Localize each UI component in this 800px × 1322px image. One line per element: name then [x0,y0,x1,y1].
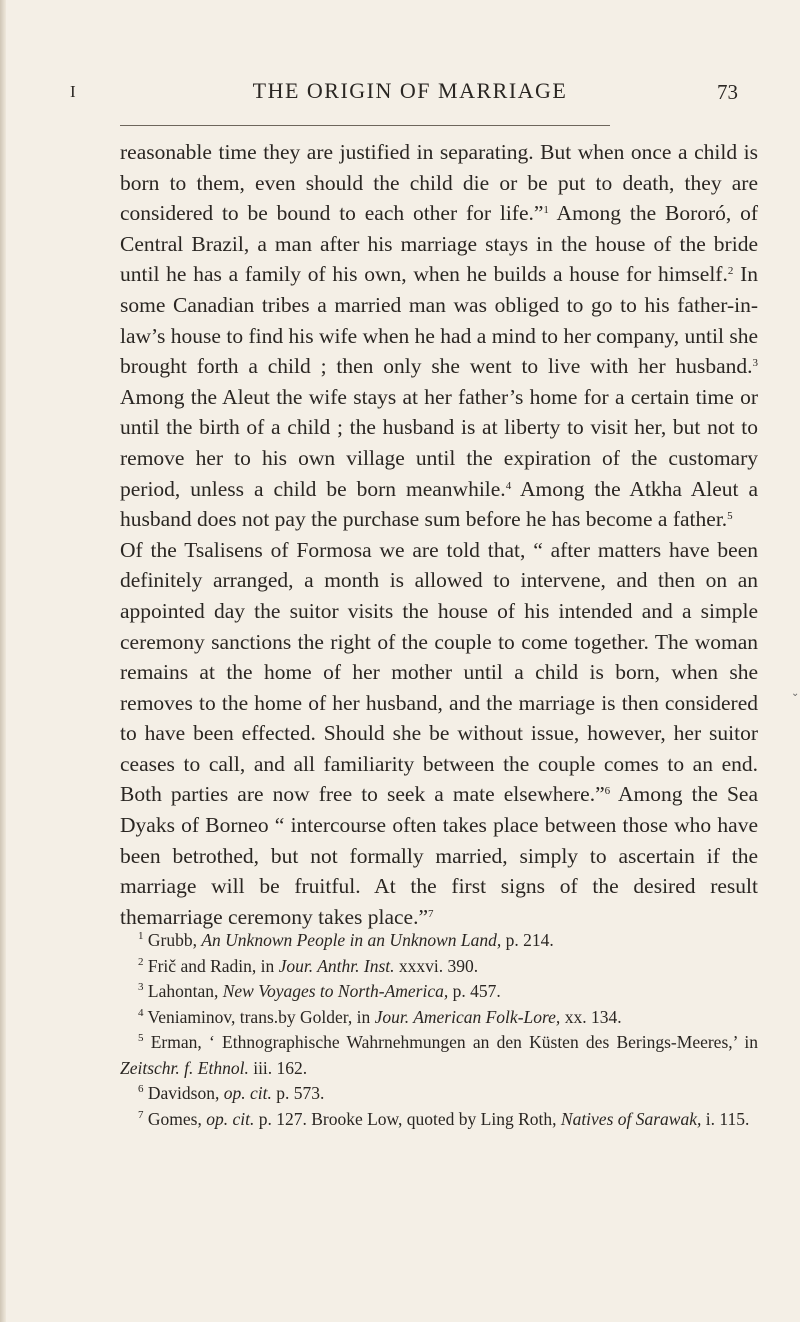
text-run: Veniaminov, trans.by Golder, in [143,1006,375,1027]
text-run: reasonable time they are justified in separating. But when once a child is born to them, even should the child die or be put to death, they are considered to be bound to each other for life.” [120,140,758,226]
text-run: p. 127. Brooke Low, quoted by Ling Roth, [254,1108,561,1129]
text-run: Among the Aleut the wife stays at her father’s home for a certain time or until the birth of a child ; the husband is at liberty to visit her, but not to remove her to his own village until the expiration of the customary period, unless a child be born meanwhile. [120,384,758,501]
footnotes [120,928,758,1132]
text-run: p. 573. [271,1083,325,1103]
running-title: THE ORIGIN OF MARRIAGE [252,78,568,103]
italic-title: op. cit. [206,1108,255,1129]
italic-title: New Voyages to North-America, [222,981,449,1001]
footnote-ref: 1 [138,930,144,942]
footnote-ref: 5 [138,1032,144,1044]
footnote-ref: 2 [138,955,144,968]
footnote [120,1005,758,1031]
text-run: Among the Sea Dyaks of Borneo “ intercourse often takes place between those who have been betrothed, but not formally married, simply to ascertain if the marriage will be fruitful. At the first signs of the desired result themarriage ceremony takes place.” [120,782,759,929]
text-run: Of the Tsalisens of Formosa we are told that, “ after matters have been definitely arranged, a month is allowed to intervene, and then on an appointed day the suitor visits the house of his intended and a simple ceremony sanctions the right of the couple to come together. The woman remains at the home of her mother until a child is born, when she removes to the home of her husband, and the marriage is then considered to have been effected. Should she be without issue, however, her suitor ceases to call, and all familiarity between the couple comes to an end. Both parties are now free to seek a mate elsewhere.” [120,537,758,807]
text-run: Among the Bororó, of Central Brazil, a man after his marriage stays in the house of the bride until he has a family of his own, when he builds a house for himself. [120,201,758,287]
text-run: xxxvi. 390. [394,955,479,976]
footnote-ref: 5 [727,510,733,523]
text-run: Davidson, [143,1083,224,1103]
footnote [120,1081,758,1107]
footnote-ref: 7 [138,1108,144,1121]
running-header [70,78,770,112]
page-edge [0,0,6,1322]
footnote-ref: 6 [138,1083,144,1095]
text-run: Gomes, [143,1108,207,1129]
text-run: i. 115. [701,1108,750,1129]
italic-title: op. cit. [223,1083,272,1103]
italic-title: Jour. Anthr. Inst. [278,955,395,976]
paragraph [120,137,758,535]
text-run: Lahontan, [143,981,223,1001]
footnote-ref: 1 [543,204,549,217]
italic-title: Natives of Sarawak, [560,1108,702,1129]
footnote-ref: 2 [727,265,734,278]
footnote [120,979,758,1005]
footnote-ref: 4 [138,1006,144,1019]
header-rule [120,125,610,126]
text-run: p. 457. [448,981,501,1001]
paragraph [120,535,758,933]
footnote-ref: 7 [428,907,434,920]
footnote [120,1107,758,1133]
footnote-ref: 3 [138,981,144,993]
footnote [120,1030,758,1081]
text-run: xx. 134. [560,1006,622,1027]
italic-title: Jour. American Folk-Lore, [374,1006,561,1027]
footnote-ref: 4 [505,479,512,492]
italic-title: An Unknown People in an Unknown Land, [201,930,502,950]
text-run: Among the Atkha Aleut a husband does not pay the purchase sum before he has become a father. [120,476,758,532]
footnote-ref: 3 [752,357,758,370]
text-run: In some Canadian tribes a married man was obliged to go to his father-in-law’s house to find his wife when he had a mind to her company, until she brought forth a child ; then only she went to live with her husband. [120,262,758,379]
margin-mark: ⌄ [791,688,800,699]
footnote [120,954,758,980]
body-text [120,137,758,932]
chapter-number: I [70,82,76,101]
text-run: iii. 162. [248,1057,308,1078]
footnote-ref: 6 [604,785,611,798]
text-run: Erman, ‘ Ethnographische Wahrnehmungen an den Küsten des Berings-Meeres,’ in [143,1032,758,1052]
text-run: Grubb, [143,930,202,950]
page-number: 73 [717,80,738,104]
text-run: p. 214. [501,930,554,950]
footnote [120,928,758,954]
italic-title: Zeitschr. f. Ethnol. [120,1057,249,1078]
text-run: Frič and Radin, in [143,955,279,976]
